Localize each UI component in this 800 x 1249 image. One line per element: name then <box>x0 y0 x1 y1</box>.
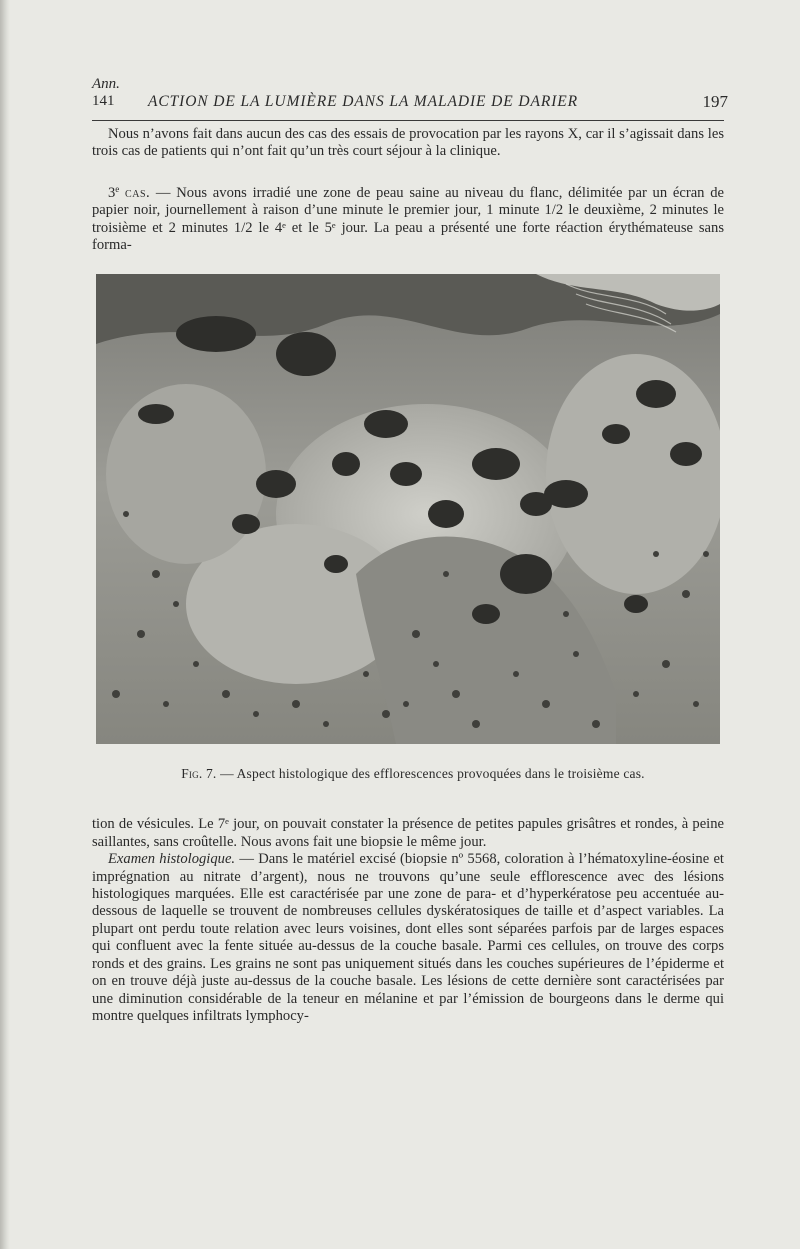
figure-caption-text: — Aspect histologique des efflorescences provoquées dans le troisième cas. <box>216 766 645 782</box>
paragraph-1: Nous n’avons fait dans aucun des cas des essais de provocation par les rayons X, car il s’agissait dans les trois cas de patients qui n’ont fait qu’un très court séjour à la clinique. <box>92 126 724 160</box>
running-head <box>92 76 728 118</box>
histology-photograph <box>96 274 720 744</box>
figure-caption <box>92 766 724 782</box>
case-number: 3 <box>108 184 116 201</box>
figure-label: Fig. 7. <box>181 766 217 782</box>
journal-abbreviation: Ann. <box>92 76 120 92</box>
paragraph-3: tion de vésicules. Le 7ᵉ jour, on pouvait constater la présence de petites papules grisâtres et rondes, à peine saillantes, sans croûtelle. Nous avons fait une biopsie le même jour. <box>92 816 724 850</box>
binding-edge <box>0 0 10 1249</box>
running-title: ACTION DE LA LUMIÈRE DANS LA MALADIE DE DARIER <box>148 93 579 110</box>
page-number: 197 <box>702 92 728 111</box>
header-rule <box>92 120 724 121</box>
case-label: cas. <box>125 184 151 201</box>
case-superscript: e <box>115 183 120 194</box>
paragraph-2 <box>92 185 724 255</box>
paragraph-4-text: — Dans le matériel excisé (biopsie nº 5568, coloration à l’hématoxyline-éosine et imprégnation au nitrate d’argent), nous ne trouvons qu’une seule efflorescence avec des lésions histologiques marquées. Elle est caractérisée par une zone de para- et d’hyperkératose peu accentuée au-dessous de laquelle se trouvent de nombreuses cellules dyskératosiques de taille et d’aspect variables. La plupart ont perdu toute relation avec leurs voisines, dont elles sont séparées parfois par de larges espaces qui confluent avec la fente située au-dessus de la couche basale. Parmi ces cellules, on trouve des corps ronds et des grains. Les grains ne sont pas uniquement situés dans les couches supérieures de l’épiderme et on en trouve déjà juste au-dessus de la couche basale. Les lésions de cette dernière sont caractérisées par une diminution considérable de la teneur en mélanine et par l’émission de bourgeons dans le derme qui montre quelques infiltrats lymphocy- <box>92 851 724 1024</box>
paragraph-2-text: — Nous avons irradié une zone de peau saine au niveau du flanc, délimitée par un écran de papier noir, journellement à raison d’une minute le premier jour, 1 minute 1/2 le deuxième, 2 minutes le troisième et 2 minutes 1/2 le 4ᵉ et le 5ᵉ jour. La peau a présenté une forte réaction érythémateuse sans forma- <box>92 184 724 254</box>
page <box>92 76 728 1025</box>
volume-number: 141 <box>92 93 115 109</box>
paragraph-4 <box>92 851 724 1025</box>
section-heading-histology: Examen histologique. <box>108 851 236 868</box>
